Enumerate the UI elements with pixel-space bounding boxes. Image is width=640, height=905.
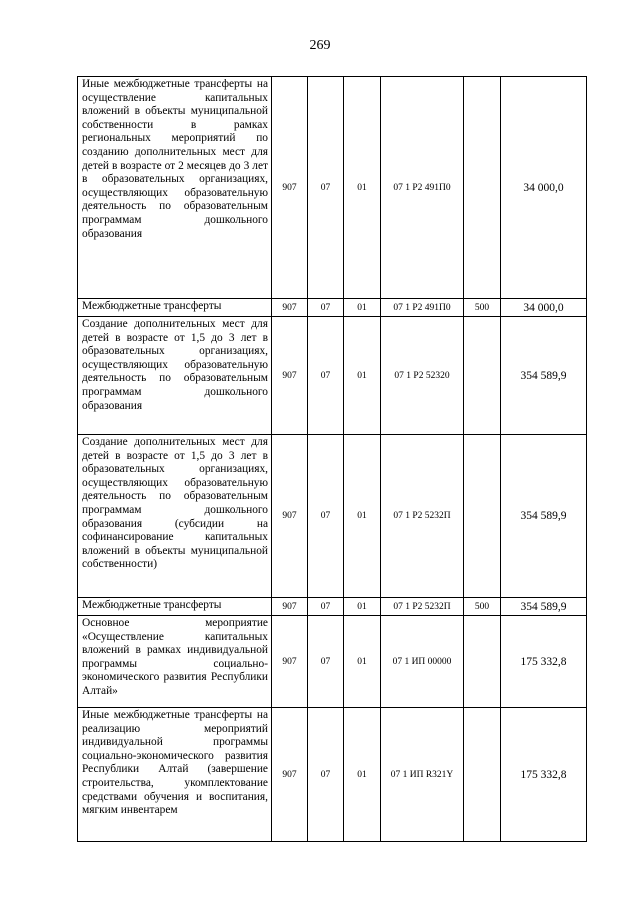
table-row: [78, 708, 587, 842]
grbs-code: 907: [272, 435, 308, 598]
amount: 175 332,8: [501, 708, 587, 842]
expense-type-code: [464, 616, 501, 708]
section-code: 07: [308, 299, 344, 317]
target-article-code: 07 1 ИП 00000: [381, 616, 464, 708]
subsection-code: 01: [344, 317, 381, 435]
expense-type-code: [464, 708, 501, 842]
amount: 354 589,9: [501, 435, 587, 598]
row-name: Создание дополнительных мест для детей в возрасте от 1,5 до 3 лет в образовательных организациях, осуществляющих образовательную деятельность по образовательным программам дошкольного образования (субсидии на софинансирование капитальных вложений в объекты муниципальной собственности): [78, 435, 272, 598]
grbs-code: 907: [272, 317, 308, 435]
amount: 175 332,8: [501, 616, 587, 708]
expense-type-code: 500: [464, 598, 501, 616]
target-article-code: 07 1 Р2 5232П: [381, 435, 464, 598]
grbs-code: 907: [272, 77, 308, 299]
target-article-code: 07 1 Р2 5232П: [381, 598, 464, 616]
expense-type-code: [464, 317, 501, 435]
grbs-code: 907: [272, 299, 308, 317]
amount: 34 000,0: [501, 77, 587, 299]
table-row: [78, 299, 587, 317]
expense-type-code: [464, 77, 501, 299]
table-row: [78, 435, 587, 598]
subsection-code: 01: [344, 77, 381, 299]
expense-type-code: [464, 435, 501, 598]
target-article-code: 07 1 Р2 491П0: [381, 77, 464, 299]
table-row: [78, 598, 587, 616]
subsection-code: 01: [344, 299, 381, 317]
section-code: 07: [308, 77, 344, 299]
row-name: Создание дополнительных мест для детей в возрасте от 1,5 до 3 лет в образовательных организациях, осуществляющих образовательную деятельность по образовательным программам дошкольного образования: [78, 317, 272, 435]
grbs-code: 907: [272, 616, 308, 708]
amount: 354 589,9: [501, 598, 587, 616]
subsection-code: 01: [344, 435, 381, 598]
amount: 354 589,9: [501, 317, 587, 435]
grbs-code: 907: [272, 708, 308, 842]
table-row: [78, 616, 587, 708]
row-name: Иные межбюджетные трансферты на реализацию мероприятий индивидуальной программы социально-экономического развития Республики Алтай (завершение строительства, укомплектование средствами обучения и воспитания, мягким инвентарем: [78, 708, 272, 842]
row-name: Основное мероприятие «Осуществление капитальных вложений в рамках индивидуальной программы социально-экономического развития Республики Алтай»: [78, 616, 272, 708]
grbs-code: 907: [272, 598, 308, 616]
section-code: 07: [308, 317, 344, 435]
subsection-code: 01: [344, 598, 381, 616]
row-name: Иные межбюджетные трансферты на осуществление капитальных вложений в объекты муниципальной собственности в рамках региональных мероприятий по созданию дополнительных мест для детей в возрасте от 2 месяцев до 3 лет в образовательных организациях, осуществляющих образовательную деятельность по образовательным программам дошкольного образования: [78, 77, 272, 299]
section-code: 07: [308, 598, 344, 616]
table-row: [78, 317, 587, 435]
page-number: 269: [309, 38, 331, 53]
row-name: Межбюджетные трансферты: [78, 299, 272, 317]
section-code: 07: [308, 708, 344, 842]
section-code: 07: [308, 435, 344, 598]
target-article-code: 07 1 Р2 491П0: [381, 299, 464, 317]
section-code: 07: [308, 616, 344, 708]
target-article-code: 07 1 ИП R321Y: [381, 708, 464, 842]
table-row: [78, 77, 587, 299]
target-article-code: 07 1 Р2 52320: [381, 317, 464, 435]
budget-table: [77, 76, 587, 842]
subsection-code: 01: [344, 616, 381, 708]
expense-type-code: 500: [464, 299, 501, 317]
row-name: Межбюджетные трансферты: [78, 598, 272, 616]
subsection-code: 01: [344, 708, 381, 842]
amount: 34 000,0: [501, 299, 587, 317]
